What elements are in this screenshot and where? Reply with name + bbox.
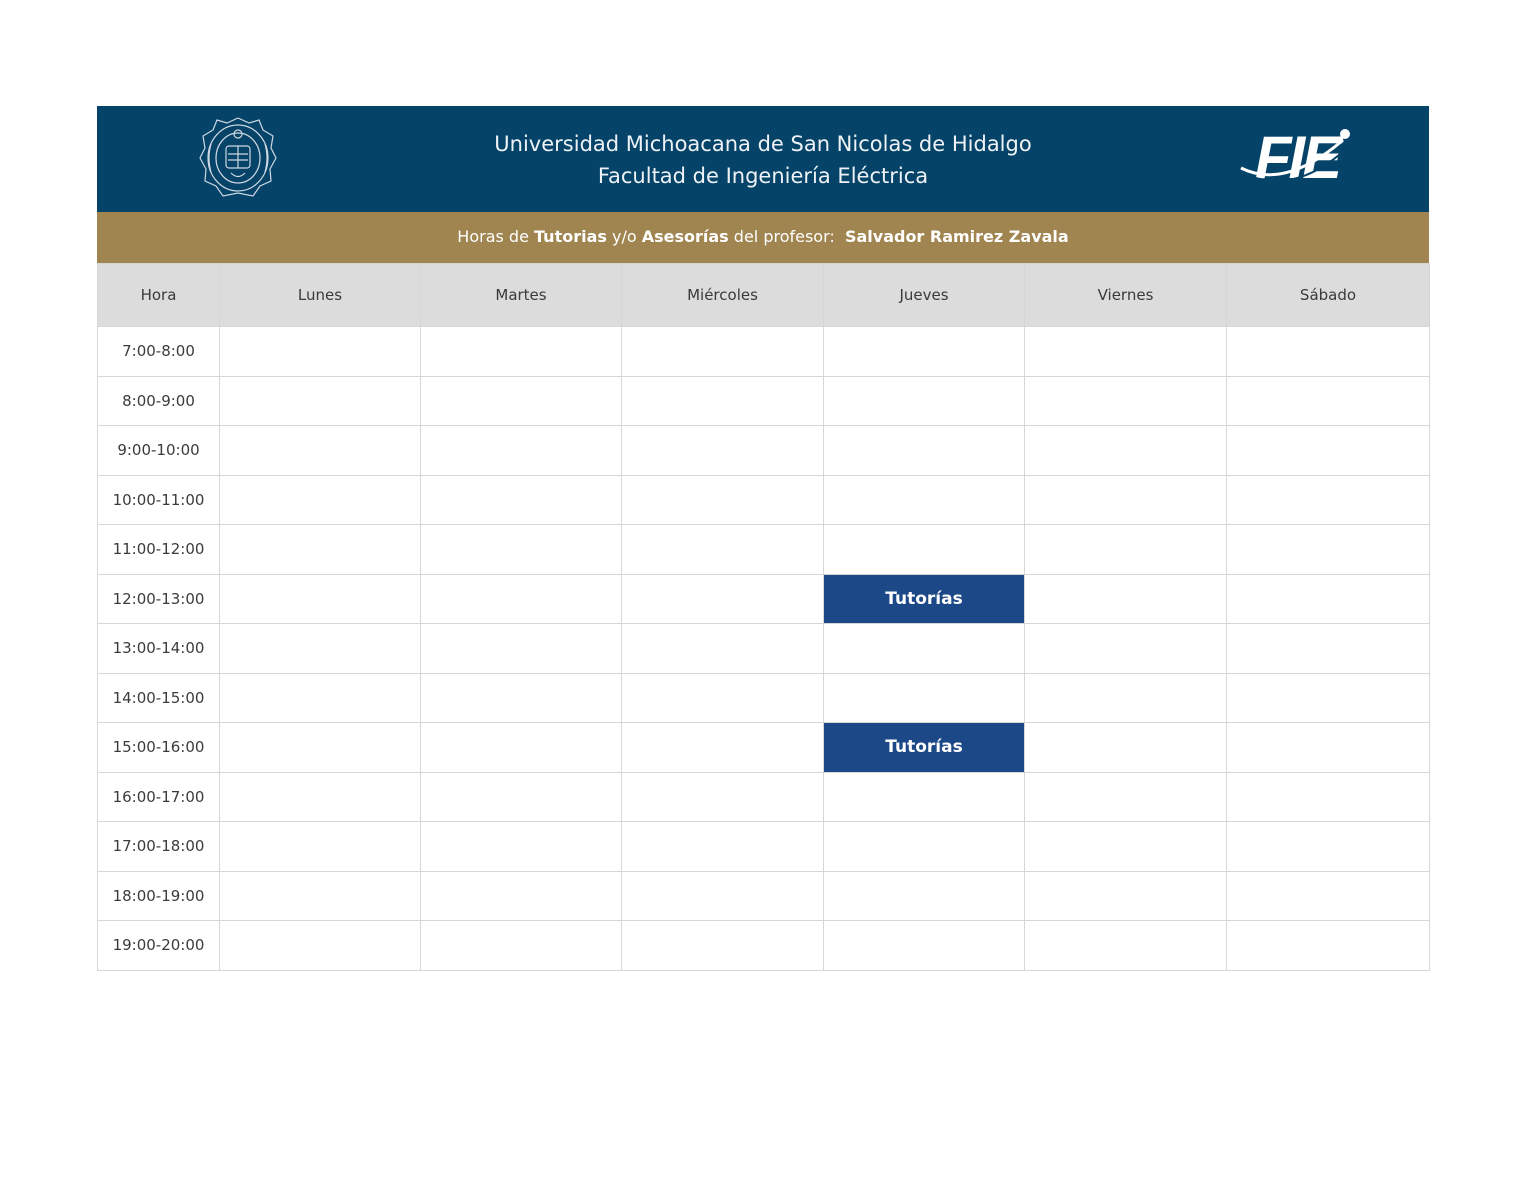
table-row	[98, 723, 1430, 773]
subtitle-prefix: Horas de	[457, 227, 535, 246]
schedule-cell	[1227, 822, 1430, 872]
schedule-cell	[824, 921, 1025, 971]
subtitle-tutorias: Tutorias	[534, 227, 607, 246]
schedule-cell	[421, 426, 622, 476]
schedule-cell	[421, 921, 622, 971]
schedule-cell	[1227, 723, 1430, 773]
schedule-cell	[1025, 624, 1227, 674]
schedule-cell	[1227, 426, 1430, 476]
schedule-cell	[824, 871, 1025, 921]
subtitle-band	[97, 212, 1429, 263]
table-row	[98, 574, 1430, 624]
schedule-cell	[622, 624, 824, 674]
schedule-cell	[220, 624, 421, 674]
schedule-cell	[622, 871, 824, 921]
table-row	[98, 376, 1430, 426]
schedule-cell	[1025, 475, 1227, 525]
schedule-cell	[622, 327, 824, 377]
schedule-cell	[220, 574, 421, 624]
hour-cell: 13:00-14:00	[98, 624, 220, 674]
booked-cell: Tutorías	[824, 723, 1025, 773]
column-header-4: Jueves	[824, 264, 1025, 327]
table-row	[98, 475, 1430, 525]
hour-cell: 9:00-10:00	[98, 426, 220, 476]
schedule-cell	[1227, 772, 1430, 822]
table-row	[98, 772, 1430, 822]
schedule-cell	[1025, 327, 1227, 377]
header-band	[97, 106, 1429, 212]
schedule-cell	[1025, 822, 1227, 872]
hour-cell: 11:00-12:00	[98, 525, 220, 575]
professor-name: Salvador Ramirez Zavala	[844, 227, 1069, 246]
header-row	[98, 264, 1430, 327]
schedule-cell	[622, 723, 824, 773]
table-row	[98, 525, 1430, 575]
table-row	[98, 822, 1430, 872]
schedule-cell	[421, 376, 622, 426]
schedule-cell	[622, 673, 824, 723]
booked-cell: Tutorías	[824, 574, 1025, 624]
schedule-cell	[220, 871, 421, 921]
column-header-1: Lunes	[220, 264, 421, 327]
schedule-cell	[220, 327, 421, 377]
column-header-0: Hora	[98, 264, 220, 327]
subtitle-connector: y/o	[606, 227, 642, 246]
schedule-cell	[622, 921, 824, 971]
schedule-cell	[421, 723, 622, 773]
hour-cell: 7:00-8:00	[98, 327, 220, 377]
schedule-cell	[220, 772, 421, 822]
schedule-cell	[824, 772, 1025, 822]
schedule-cell	[220, 426, 421, 476]
schedule-cell	[622, 376, 824, 426]
schedule-cell	[622, 574, 824, 624]
column-header-3: Miércoles	[622, 264, 824, 327]
schedule-cell	[824, 475, 1025, 525]
schedule-cell	[1227, 525, 1430, 575]
schedule-cell	[1227, 921, 1430, 971]
schedule-cell	[1227, 624, 1430, 674]
table-row	[98, 426, 1430, 476]
schedule-cell	[824, 673, 1025, 723]
schedule-cell	[220, 475, 421, 525]
subtitle-asesorias: Asesorías	[641, 227, 729, 246]
table-row	[98, 921, 1430, 971]
subtitle-middle: del profesor:	[728, 227, 845, 246]
schedule-cell	[1025, 871, 1227, 921]
hour-cell: 19:00-20:00	[98, 921, 220, 971]
hour-cell: 10:00-11:00	[98, 475, 220, 525]
schedule-cell	[421, 624, 622, 674]
schedule-cell	[1025, 673, 1227, 723]
schedule-cell	[421, 673, 622, 723]
schedule-table	[97, 263, 1430, 971]
schedule-cell	[1227, 475, 1430, 525]
table-row	[98, 673, 1430, 723]
schedule-cell	[1227, 673, 1430, 723]
schedule-cell	[824, 327, 1025, 377]
fie-logo-icon	[1235, 118, 1355, 194]
schedule-cell	[220, 525, 421, 575]
schedule-cell	[421, 574, 622, 624]
fie-logo-text: FIE	[1254, 124, 1340, 191]
schedule-cell	[421, 822, 622, 872]
hour-cell: 18:00-19:00	[98, 871, 220, 921]
faculty-name: Facultad de Ingeniería Eléctrica	[597, 164, 929, 188]
schedule-cell	[622, 772, 824, 822]
schedule-cell	[1025, 574, 1227, 624]
schedule-sheet	[97, 106, 1429, 971]
schedule-cell	[421, 525, 622, 575]
schedule-cell	[824, 525, 1025, 575]
schedule-cell	[220, 723, 421, 773]
hour-cell: 14:00-15:00	[98, 673, 220, 723]
schedule-cell	[622, 525, 824, 575]
schedule-cell	[622, 475, 824, 525]
schedule-cell	[1025, 525, 1227, 575]
university-name: Universidad Michoacana de San Nicolas de Hidalgo	[494, 132, 1032, 156]
schedule-cell	[1025, 772, 1227, 822]
column-header-5: Viernes	[1025, 264, 1227, 327]
table-row	[98, 624, 1430, 674]
schedule-cell	[1227, 871, 1430, 921]
schedule-cell	[622, 822, 824, 872]
schedule-cell	[824, 426, 1025, 476]
hour-cell: 15:00-16:00	[98, 723, 220, 773]
schedule-cell	[824, 822, 1025, 872]
table-row	[98, 327, 1430, 377]
schedule-cell	[1227, 376, 1430, 426]
schedule-cell	[1025, 426, 1227, 476]
schedule-cell	[220, 822, 421, 872]
hour-cell: 12:00-13:00	[98, 574, 220, 624]
hour-cell: 16:00-17:00	[98, 772, 220, 822]
schedule-cell	[421, 327, 622, 377]
schedule-cell	[622, 426, 824, 476]
schedule-cell	[1227, 574, 1430, 624]
schedule-cell	[220, 376, 421, 426]
schedule-cell	[824, 376, 1025, 426]
schedule-cell	[421, 475, 622, 525]
hour-cell: 17:00-18:00	[98, 822, 220, 872]
column-header-6: Sábado	[1227, 264, 1430, 327]
header-titles	[97, 128, 1429, 192]
schedule-cell	[220, 673, 421, 723]
schedule-cell	[1025, 921, 1227, 971]
column-header-2: Martes	[421, 264, 622, 327]
schedule-body	[98, 327, 1430, 971]
schedule-cell	[421, 871, 622, 921]
schedule-cell	[220, 921, 421, 971]
schedule-cell	[1227, 327, 1430, 377]
table-row	[98, 871, 1430, 921]
schedule-cell	[824, 624, 1025, 674]
schedule-cell	[421, 772, 622, 822]
schedule-cell	[1025, 723, 1227, 773]
schedule-cell	[1025, 376, 1227, 426]
hour-cell: 8:00-9:00	[98, 376, 220, 426]
